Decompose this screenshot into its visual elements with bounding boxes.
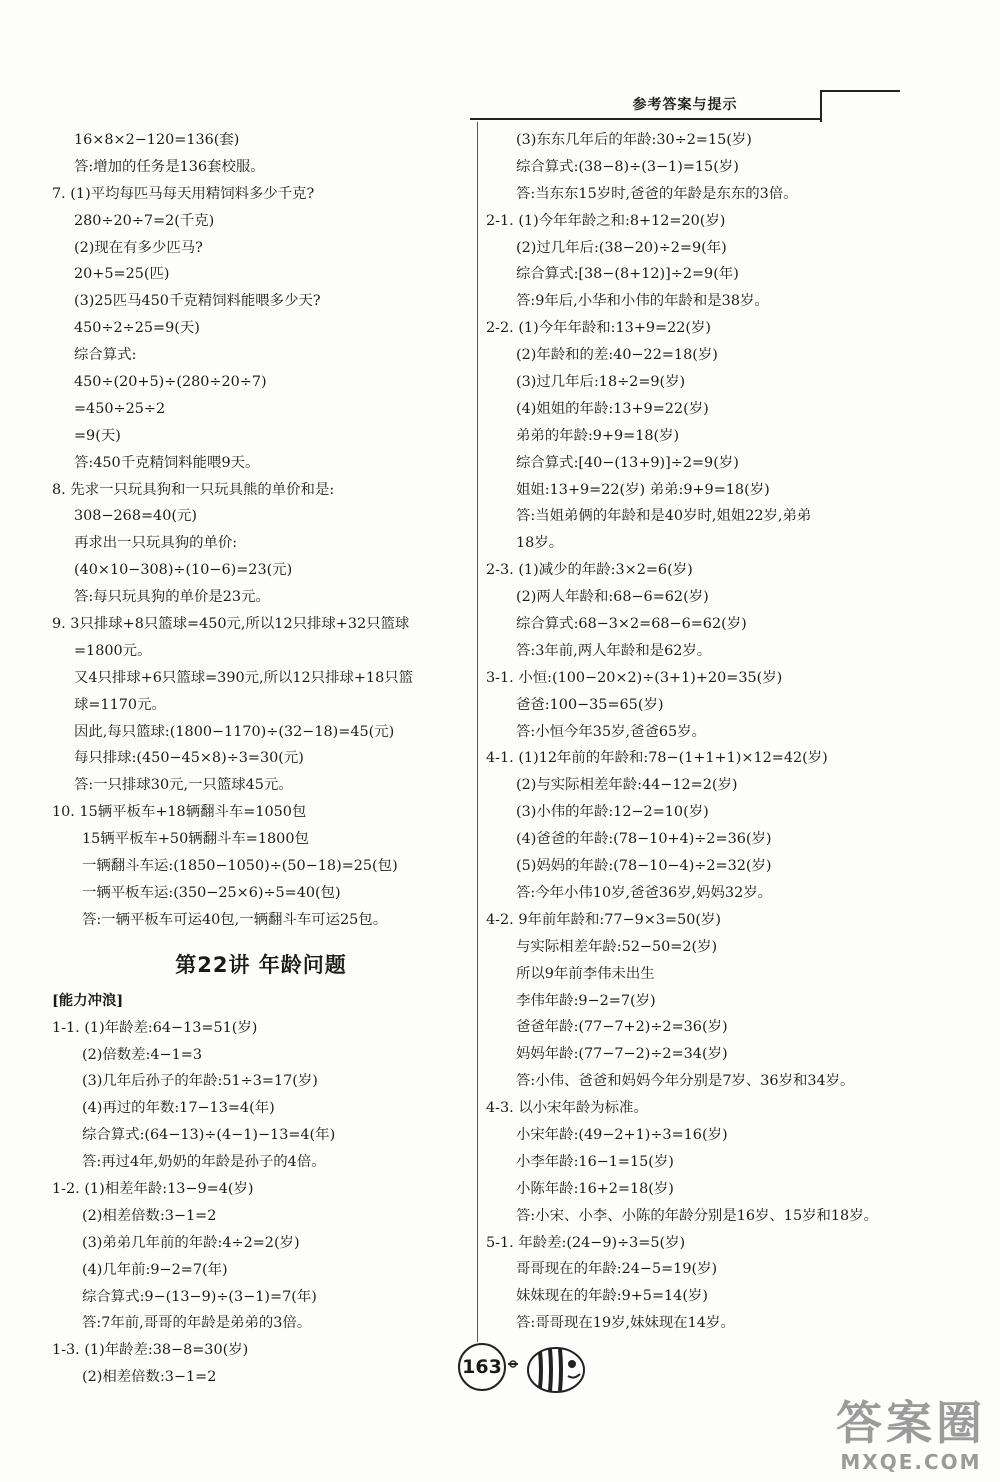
answer-line: 308−268=40(元) — [74, 508, 197, 525]
answer-line: 15辆平板车+50辆翻斗车=1800包 — [82, 831, 309, 848]
answer-line: 答:小恒今年35岁,爸爸65岁。 — [516, 723, 706, 740]
answer-line: (2)两人年龄和:68−6=62(岁) — [516, 589, 709, 606]
answer-line: 爸爸:100−35=65(岁) — [516, 696, 664, 713]
answer-line: (4)姐姐的年龄:13+9=22(岁) — [516, 400, 709, 417]
answer-line: 综合算式:(38−8)÷(3−1)=15(岁) — [516, 158, 739, 175]
answer-line: 小陈年龄:16+2=18(岁) — [516, 1180, 674, 1197]
answer-line: 9. 3只排球+8只篮球=450元,所以12只排球+32只篮球 — [52, 616, 410, 633]
answer-line: =450÷25÷2 — [74, 400, 166, 417]
answer-line: 弟弟的年龄:9+9=18(岁) — [516, 427, 680, 444]
answer-line: 答:当东东15岁时,爸爸的年龄是东东的3倍。 — [516, 185, 798, 202]
header-title: 参考答案与提示 — [632, 97, 738, 113]
answer-line: 小李年龄:16−1=15(岁) — [516, 1153, 674, 1170]
answer-line: (5)妈妈的年龄:(78−10−4)÷2=32(岁) — [516, 858, 772, 875]
answer-line: 答:再过4年,奶奶的年龄是孙子的4倍。 — [82, 1154, 326, 1171]
answer-line: 答:哥哥现在19岁,妹妹现在14岁。 — [516, 1315, 735, 1332]
section-label: [能力冲浪] — [52, 991, 124, 1009]
column-divider — [477, 122, 478, 1342]
fish-mascot-icon — [508, 1342, 588, 1402]
left-column — [52, 127, 470, 1391]
answer-line: 20+5=25(匹) — [74, 266, 170, 283]
answer-line: 哥哥现在的年龄:24−5=19(岁) — [516, 1261, 718, 1278]
answer-line: 18岁。 — [516, 535, 564, 552]
answer-line: 1-1. (1)年龄差:64−13=51(岁) — [52, 1019, 258, 1036]
answer-line: 妈妈年龄:(77−7−2)÷2=34(岁) — [516, 1046, 728, 1063]
answer-line: 450÷(20+5)÷(280÷20÷7) — [74, 374, 267, 391]
answer-line: (2)现在有多少匹马? — [74, 239, 203, 256]
answer-line: (40×10−308)÷(10−6)=23(元) — [74, 562, 293, 579]
answer-line: 450÷2÷25=9(天) — [74, 320, 200, 337]
answer-line: (4)再过的年数:17−13=4(年) — [82, 1100, 275, 1117]
answer-line: 综合算式:(64−13)÷(4−1)−13=4(年) — [82, 1127, 336, 1144]
answer-line: 4-1. (1)12年前的年龄和:78−(1+1+1)×12=42(岁) — [486, 750, 828, 767]
answer-line: (3)弟弟几年前的年龄:4÷2=2(岁) — [82, 1234, 300, 1251]
answer-line: (3)小伟的年龄:12−2=10(岁) — [516, 804, 709, 821]
page-number: 163 — [458, 1343, 506, 1391]
answer-line: 答:3年前,两人年龄和是62岁。 — [516, 642, 712, 659]
answer-line: 2-1. (1)今年年龄之和:8+12=20(岁) — [486, 212, 726, 229]
answer-line: 答:7年前,哥哥的年龄是弟弟的3倍。 — [82, 1315, 312, 1332]
answer-line: 答:一只排球30元,一只篮球45元。 — [74, 777, 293, 794]
answer-line: 李伟年龄:9−2=7(岁) — [516, 992, 656, 1009]
answer-line: 答:9年后,小华和小伟的年龄和是38岁。 — [516, 293, 769, 310]
watermark-url: MXQE.COM — [840, 1450, 982, 1474]
answer-line: (3)25匹马450千克精饲料能喂多少天? — [74, 293, 321, 310]
answer-line: 4-3. 以小宋年龄为标准。 — [486, 1100, 648, 1117]
answer-line: 每只排球:(450−45×8)÷3=30(元) — [74, 750, 304, 767]
answer-line: 280÷20÷7=2(千克) — [74, 212, 215, 229]
answer-line: 综合算式:68−3×2=68−6=62(岁) — [516, 616, 747, 633]
answer-line: 3-1. 小恒:(100−20×2)÷(3+1)+20=35(岁) — [486, 669, 783, 686]
header-underline — [470, 118, 820, 120]
answer-line: (3)几年后孙子的年龄:51÷3=17(岁) — [82, 1073, 318, 1090]
answer-line: 球=1170元。 — [74, 696, 166, 713]
answer-line: 答:今年小伟10岁,爸爸36岁,妈妈32岁。 — [516, 884, 773, 901]
answer-line: 综合算式:[40−(13+9)]÷2=9(岁) — [516, 454, 739, 471]
answer-line: 答:每只玩具狗的单价是23元。 — [74, 589, 270, 606]
answer-line: (4)几年前:9−2=7(年) — [82, 1261, 228, 1278]
answer-line: 7. (1)平均每匹马每天用精饲料多少千克? — [52, 185, 315, 202]
answer-line: 答:小宋、小李、小陈的年龄分别是16岁、15岁和18岁。 — [516, 1207, 878, 1224]
header-rule-vertical — [820, 90, 822, 122]
answer-line: 10. 15辆平板车+18辆翻斗车=1050包 — [52, 804, 307, 821]
answer-line: 16×8×2−120=136(套) — [74, 132, 240, 148]
header-rule — [820, 90, 900, 92]
answer-line: 答:增加的任务是136套校服。 — [74, 158, 265, 175]
answer-line: 与实际相差年龄:52−50=2(岁) — [516, 938, 718, 955]
answer-line: 1-2. (1)相差年龄:13−9=4(岁) — [52, 1180, 254, 1197]
watermark — [836, 1396, 986, 1474]
answer-line: 再求出一只玩具狗的单价: — [74, 535, 238, 552]
answer-line: 答:当姐弟俩的年龄和是40岁时,姐姐22岁,弟弟 — [516, 508, 812, 525]
answer-line: 1-3. (1)年龄差:38−8=30(岁) — [52, 1342, 249, 1359]
answer-line: 综合算式:9−(13−9)÷(3−1)=7(年) — [82, 1288, 317, 1305]
answer-line: 2-3. (1)减少的年龄:3×2=6(岁) — [486, 562, 693, 579]
answer-line: 答:一辆平板车可运40包,一辆翻斗车可运25包。 — [82, 911, 388, 928]
watermark-title: 答案圈 — [836, 1396, 986, 1450]
answer-line: 妹妹现在的年龄:9+5=14(岁) — [516, 1288, 708, 1305]
answer-line: 爸爸年龄:(77−7+2)÷2=36(岁) — [516, 1019, 728, 1036]
answer-line: =1800元。 — [74, 642, 152, 659]
answer-line: 答:小伟、爸爸和妈妈今年分别是7岁、36岁和34岁。 — [516, 1073, 855, 1090]
answer-line: 小宋年龄:(49−2+1)÷3=16(岁) — [516, 1126, 728, 1143]
answer-line: 一辆翻斗车运:(1850−1050)÷(50−18)=25(包) — [82, 858, 398, 875]
answer-line: (3)过几年后:18÷2=9(岁) — [516, 374, 686, 391]
answer-line: (2)相差倍数:3−1=2 — [82, 1207, 217, 1224]
answer-line: (4)爸爸的年龄:(78−10+4)÷2=36(岁) — [516, 831, 772, 848]
answer-line: 一辆平板车运:(350−25×6)÷5=40(包) — [82, 884, 341, 901]
answer-line: 2-2. (1)今年年龄和:13+9=22(岁) — [486, 320, 712, 337]
answer-line: =9(天) — [74, 427, 121, 444]
answer-line: 姐姐:13+9=22(岁) 弟弟:9+9=18(岁) — [516, 481, 770, 498]
answer-line: (2)与实际相差年龄:44−12=2(岁) — [516, 777, 738, 794]
answer-line: (2)相差倍数:3−1=2 — [82, 1369, 217, 1386]
answer-line: 答:450千克精饲料能喂9天。 — [74, 454, 260, 471]
answer-line: (3)东东几年后的年龄:30÷2=15(岁) — [516, 132, 752, 148]
chapter-title: 第22讲 年龄问题 — [175, 952, 347, 977]
answer-line: 又4只排球+6只篮球=390元,所以12只排球+18只篮 — [74, 669, 414, 686]
answer-line: 所以9年前李伟未出生 — [516, 965, 655, 982]
page-header — [560, 94, 820, 118]
right-column — [486, 127, 946, 1337]
answer-line: (2)倍数差:4−1=3 — [82, 1046, 202, 1063]
answer-line: 8. 先求一只玩具狗和一只玩具熊的单价和是: — [52, 481, 335, 498]
answer-line: 5-1. 年龄差:(24−9)÷3=5(岁) — [486, 1234, 686, 1251]
answer-line: 因此,每只篮球:(1800−1170)÷(32−18)=45(元) — [74, 723, 395, 740]
answer-line: 综合算式:[38−(8+12)]÷2=9(年) — [516, 266, 739, 283]
answer-line: (2)过几年后:(38−20)÷2=9(年) — [516, 239, 727, 256]
answer-line: 综合算式: — [74, 347, 137, 364]
answer-line: (2)年龄和的差:40−22=18(岁) — [516, 347, 718, 364]
answer-line: 4-2. 9年前年龄和:77−9×3=50(岁) — [486, 911, 722, 928]
